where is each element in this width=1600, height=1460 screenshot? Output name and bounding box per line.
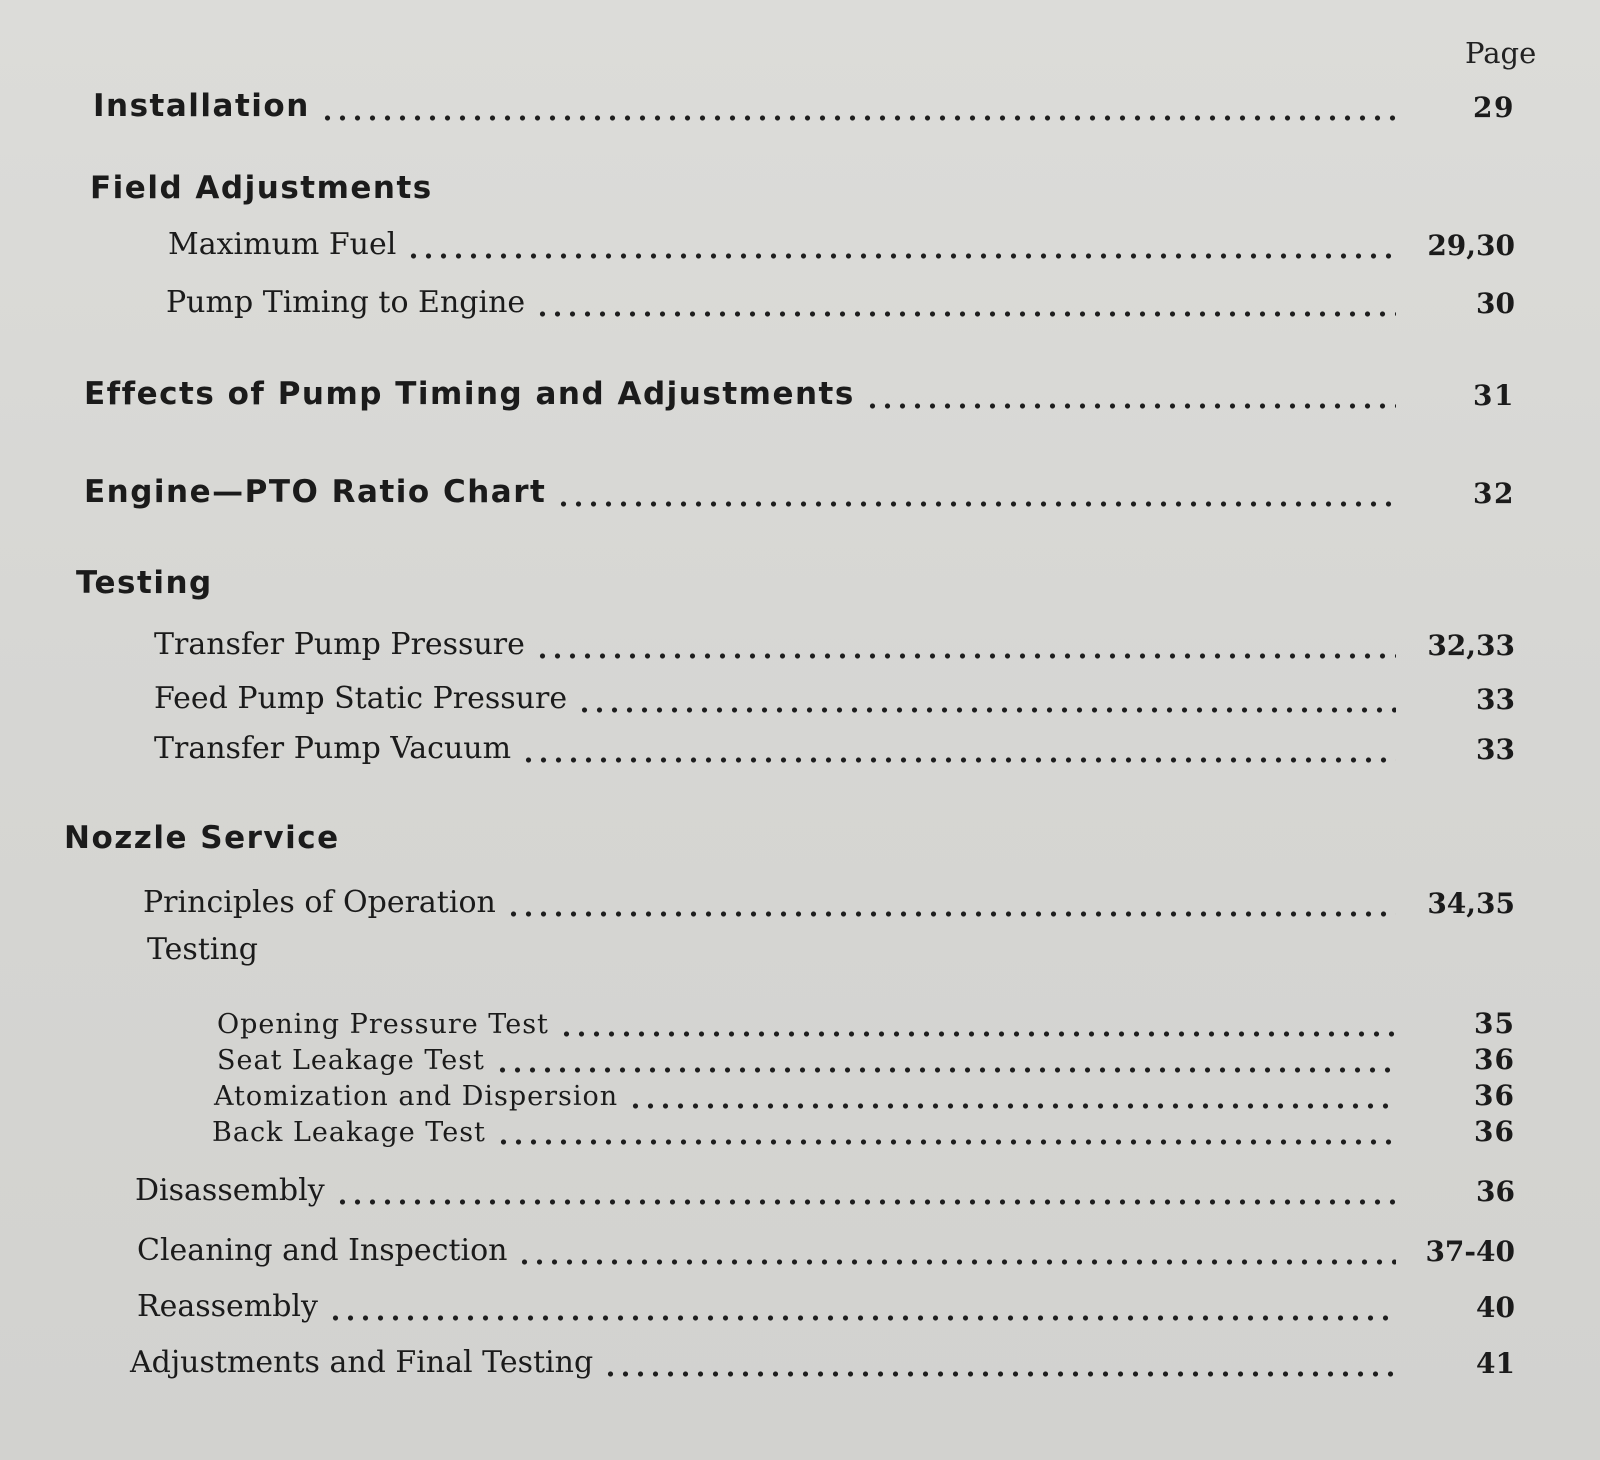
- toc-entry-title: Engine—PTO Ratio Chart: [84, 474, 547, 510]
- toc-entry-title: Installation: [93, 88, 310, 124]
- toc-entry-title: Seat Leakage Test: [217, 1045, 485, 1076]
- dot-leader: [577, 704, 1396, 716]
- toc-entry-title: Back Leakage Test: [212, 1117, 486, 1148]
- page-column-label: Page: [1465, 36, 1537, 70]
- toc-entry-disassembly: [135, 1168, 1600, 1208]
- toc-entry-page: 36: [1476, 1175, 1515, 1208]
- toc-entry-back-leakage: [212, 1108, 1600, 1148]
- toc-entry-title: Opening Pressure Test: [217, 1009, 549, 1040]
- toc-entry-page: 33: [1476, 733, 1515, 766]
- toc-entry-opening-pressure: [217, 1000, 1600, 1040]
- toc-entry-transfer-vacuum: [154, 726, 1600, 766]
- toc-entry-title: Maximum Fuel: [168, 227, 397, 262]
- toc-entry-seat-leakage: [217, 1036, 1600, 1076]
- toc-entry-title: Reassembly: [137, 1289, 318, 1324]
- toc-entry-page: 29: [1473, 91, 1515, 124]
- dot-leader: [603, 1368, 1396, 1380]
- toc-entry-page: 37-40: [1425, 1235, 1515, 1268]
- toc-entry-title: Adjustments and Final Testing: [130, 1345, 594, 1380]
- toc-entry-effects: [84, 372, 1600, 412]
- section-heading-nozzle-service: Nozzle Service: [64, 820, 340, 856]
- toc-entry-ratio-chart: [84, 470, 1600, 510]
- toc-entry-title: Transfer Pump Vacuum: [154, 731, 512, 766]
- toc-entry-title: Disassembly: [135, 1173, 325, 1208]
- toc-entry-page: 32,33: [1427, 629, 1515, 662]
- toc-entry-final-testing: [130, 1340, 1600, 1380]
- toc-entry-page: 36: [1474, 1115, 1515, 1148]
- subheading-nozzle-testing: Testing: [147, 932, 259, 967]
- toc-entry-page: 32: [1473, 477, 1515, 510]
- dot-leader: [328, 1312, 1396, 1324]
- toc-entry-title: Feed Pump Static Pressure: [154, 681, 568, 716]
- section-heading-field-adjustments: Field Adjustments: [90, 170, 433, 206]
- toc-entry-installation: [93, 84, 1600, 124]
- toc-entry-page: 31: [1473, 379, 1515, 412]
- toc-entry-page: 36: [1474, 1043, 1515, 1076]
- toc-entry-title: Principles of Operation: [143, 885, 496, 920]
- toc-entry-page: 29,30: [1427, 229, 1515, 262]
- toc-entry-title: Effects of Pump Timing and Adjustments: [84, 376, 855, 412]
- toc-entry-page: 35: [1474, 1007, 1515, 1040]
- dot-leader: [556, 498, 1396, 510]
- dot-leader: [506, 908, 1396, 920]
- dot-leader: [406, 250, 1396, 262]
- dot-leader: [496, 1136, 1396, 1148]
- toc-entry-reassembly: [137, 1284, 1600, 1324]
- toc-entry-page: 30: [1476, 287, 1515, 320]
- toc-entry-maximum-fuel: [168, 222, 1600, 262]
- toc-entry-page: 36: [1474, 1079, 1515, 1112]
- dot-leader: [535, 650, 1396, 662]
- dot-leader: [320, 112, 1396, 124]
- section-heading-testing: Testing: [76, 565, 213, 601]
- toc-entry-title: Atomization and Dispersion: [214, 1081, 619, 1112]
- dot-leader: [521, 754, 1396, 766]
- toc-entry-page: 40: [1476, 1291, 1515, 1324]
- toc-entry-page: 41: [1476, 1347, 1515, 1380]
- dot-leader: [865, 400, 1396, 412]
- toc-entry-page: 33: [1476, 683, 1515, 716]
- dot-leader: [335, 1196, 1396, 1208]
- dot-leader: [517, 1256, 1396, 1268]
- toc-entry-atomization: [214, 1072, 1600, 1112]
- toc-entry-title: Cleaning and Inspection: [137, 1233, 508, 1268]
- toc-entry-page: 34,35: [1427, 887, 1515, 920]
- toc-entry-title: Transfer Pump Pressure: [154, 627, 525, 662]
- dot-leader: [535, 308, 1396, 320]
- toc-entry-principles: [143, 880, 1600, 920]
- toc-entry-feed-static: [154, 676, 1600, 716]
- toc-entry-pump-timing: [166, 280, 1600, 320]
- toc-entry-transfer-pressure: [154, 622, 1600, 662]
- toc-entry-cleaning: [137, 1228, 1600, 1268]
- toc-entry-title: Pump Timing to Engine: [166, 285, 526, 320]
